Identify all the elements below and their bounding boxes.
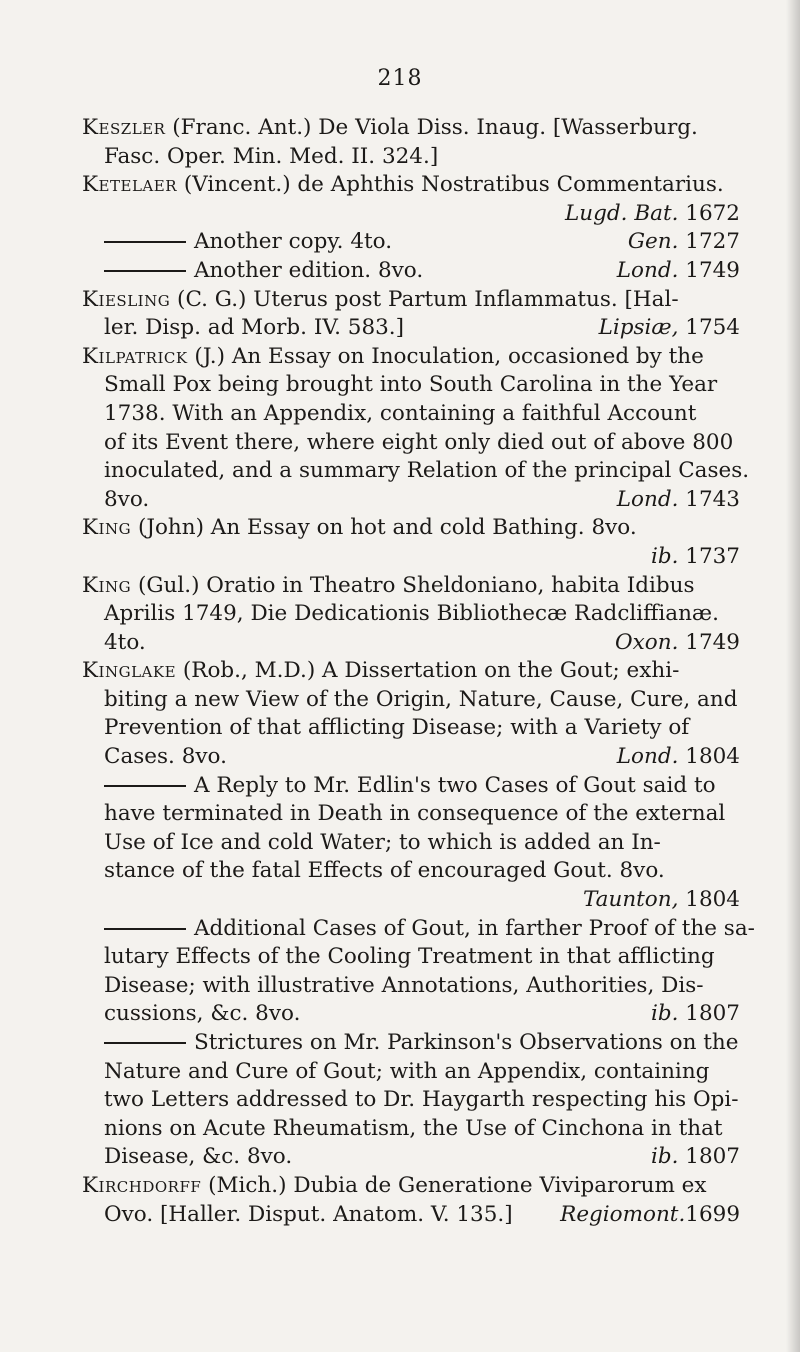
text-line	[82, 171, 740, 200]
imprint-place: Lond.	[616, 257, 679, 283]
entry-text: Additional Cases of Gout, in farther Proof of the sa-	[194, 915, 755, 941]
imprint-place: Gen.	[627, 229, 679, 255]
line-main	[82, 572, 695, 601]
text-line	[82, 257, 740, 286]
line-main	[82, 772, 716, 801]
text-line	[82, 1029, 740, 1058]
entry-text: nions on Acute Rheumatism, the Use of Cinchona in that	[104, 1115, 723, 1141]
ditto-dash	[104, 785, 186, 787]
text-line	[82, 1058, 740, 1087]
imprint-place: ib.	[650, 1001, 679, 1027]
text-line	[82, 972, 740, 1001]
text-line	[82, 400, 740, 429]
author-name: Ketelaer	[82, 172, 178, 198]
ditto-dash	[104, 241, 186, 243]
line-main	[82, 1058, 709, 1087]
line-main	[82, 743, 227, 772]
author-name: Keszler	[82, 115, 166, 140]
text-line	[82, 114, 740, 143]
page-edge-shadow	[786, 0, 800, 1352]
line-main	[82, 686, 737, 715]
text-line	[82, 228, 740, 257]
text-line	[82, 543, 740, 572]
entry-text: (C. G.) Uterus post Partum Inflammatus. [Hal-	[170, 286, 679, 312]
entry-text: A Reply to Mr. Edlin's two Cases of Gout said to	[194, 772, 716, 798]
entry-text: cussions, &c. 8vo.	[104, 1001, 301, 1027]
text-line	[82, 800, 740, 829]
entry-text: 1749	[678, 257, 740, 283]
entry-text: inoculated, and a summary Relation of the principal Cases.	[104, 458, 750, 484]
line-main	[82, 829, 661, 858]
entry-text: lutary Effects of the Cooling Treatment in that afflicting	[104, 944, 715, 970]
entry-text: two Letters addressed to Dr. Haygarth respecting his Opi-	[104, 1087, 739, 1113]
text-line	[82, 143, 740, 172]
line-main	[82, 457, 749, 486]
text-line	[82, 286, 740, 315]
text-line	[82, 743, 740, 772]
line-main	[82, 972, 704, 1001]
ditto-dash	[104, 270, 186, 272]
entry-text: 1807	[678, 1144, 740, 1170]
entry-text: Aprilis 1749, Die Dedicationis Bibliothecæ Radcliffianæ.	[104, 601, 719, 627]
line-main	[82, 1115, 723, 1144]
imprint-place: Oxon.	[615, 629, 679, 655]
entry-text: 1743	[678, 486, 740, 512]
line-main	[82, 943, 715, 972]
line-main	[82, 629, 146, 658]
imprint-place: Taunton,	[582, 887, 679, 913]
text-line	[82, 943, 740, 972]
line-main	[651, 543, 740, 572]
entry-text: have terminated in Death in consequence of the external	[104, 801, 726, 827]
imprint	[560, 1201, 740, 1230]
ditto-dash	[104, 928, 186, 930]
line-main	[82, 600, 719, 629]
author-name: Kiesling	[82, 286, 171, 312]
entry-text: 1804	[678, 887, 740, 913]
imprint-place: ib.	[650, 543, 679, 569]
line-main	[82, 1000, 300, 1029]
line-main	[82, 657, 679, 686]
entry-text: 4to.	[104, 629, 146, 655]
text-line	[82, 486, 740, 515]
text-line	[82, 714, 740, 743]
imprint	[628, 228, 740, 257]
imprint	[599, 314, 740, 343]
entry-text: 1738. With an Appendix, containing a faithful Account	[104, 400, 697, 426]
entry-text: (Vincent.) de Aphthis Nostratibus Commentarius.	[177, 172, 724, 198]
line-main	[82, 343, 704, 372]
entry-text: (J.) An Essay on Inoculation, occasioned by the	[187, 343, 704, 369]
entry-text: (Rob., M.D.) A Dissertation on the Gout; exhi-	[176, 658, 680, 684]
line-main	[82, 1086, 738, 1115]
imprint	[617, 257, 740, 286]
author-name: King	[82, 572, 132, 598]
entry-text: 1807	[678, 1001, 740, 1027]
text-line	[82, 600, 740, 629]
text-line	[82, 629, 740, 658]
line-main	[82, 800, 725, 829]
text-line	[82, 343, 740, 372]
text-line	[82, 1115, 740, 1144]
author-name: Kirchdorff	[82, 1172, 202, 1198]
entry-text: 8vo.	[104, 486, 150, 512]
entry-text: Small Pox being brought into South Carolina in the Year	[104, 372, 718, 398]
entry-text: 1699	[685, 1201, 740, 1227]
entry-text: stance of the fatal Effects of encouraged Gout. 8vo.	[104, 858, 665, 884]
entry-text: 1804	[678, 744, 740, 770]
imprint	[617, 743, 740, 772]
entry-text: Disease; with illustrative Annotations, Authorities, Dis-	[104, 972, 704, 998]
imprint-place: Lugd. Bat.	[565, 200, 679, 226]
text-line	[82, 200, 740, 229]
entry-text: Disease, &c. 8vo.	[104, 1144, 293, 1170]
text-line	[82, 915, 755, 944]
line-main	[82, 400, 696, 429]
line-main	[82, 429, 733, 458]
imprint-place: Regiomont.	[560, 1201, 686, 1227]
ditto-dash	[104, 1042, 186, 1044]
text-line	[82, 772, 740, 801]
text-line	[82, 572, 740, 601]
line-main	[82, 257, 423, 286]
entry-text: Strictures on Mr. Parkinson's Observations on the	[194, 1030, 739, 1055]
entry-text: 1727	[678, 229, 740, 255]
line-main	[583, 886, 740, 915]
text-line	[82, 886, 740, 915]
text-line	[82, 657, 740, 686]
imprint-place: Lond.	[616, 744, 679, 770]
entry-text: Use of Ice and cold Water; to which is added an In-	[104, 829, 661, 855]
entry-text: ler. Disp. ad Morb. IV. 583.]	[104, 315, 405, 341]
text-line	[82, 429, 740, 458]
text-line	[82, 457, 750, 486]
entry-text: of its Event there, where eight only died out of above 800	[104, 429, 734, 455]
entry-text: (Mich.) Dubia de Generatione Viviparorum ex	[201, 1172, 707, 1198]
line-main	[82, 371, 717, 400]
line-main	[82, 228, 392, 257]
entry-text: Another copy. 4to.	[194, 229, 393, 255]
line-main	[82, 114, 698, 143]
text-line	[82, 1201, 740, 1230]
text-line	[82, 371, 740, 400]
entry-text: (Gul.) Oratio in Theatro Sheldoniano, habita Idibus	[131, 572, 695, 598]
line-main	[82, 314, 404, 343]
bibliography-entries	[82, 114, 755, 1229]
text-line	[82, 1000, 740, 1029]
line-main	[82, 714, 689, 743]
entry-text: 1754	[678, 315, 740, 341]
line-main	[82, 857, 665, 886]
entry-text: 1672	[678, 200, 740, 226]
entry-text: 1749	[678, 629, 740, 655]
line-main	[82, 486, 149, 515]
entry-text: Cases. 8vo.	[104, 744, 227, 770]
line-main	[82, 171, 724, 200]
line-main	[565, 200, 740, 229]
line-main	[82, 915, 755, 944]
line-main	[82, 1201, 513, 1230]
line-main	[82, 514, 637, 543]
entry-text: Ovo. [Haller. Disput. Anatom. V. 135.]	[104, 1201, 513, 1227]
text-line	[82, 1172, 740, 1201]
line-main	[82, 1172, 707, 1201]
text-line	[82, 1086, 740, 1115]
author-name: King	[82, 515, 132, 541]
text-line	[82, 686, 740, 715]
line-main	[82, 143, 438, 172]
entry-text: Nature and Cure of Gout; with an Appendix, containing	[104, 1058, 710, 1084]
text-line	[82, 314, 740, 343]
page-number: 218	[377, 66, 423, 91]
entry-text: (Franc. Ant.) De Viola Diss. Inaug. [Wasserburg.	[165, 115, 698, 140]
imprint-place: Lipsiæ,	[598, 315, 679, 341]
entry-text: biting a new View of the Origin, Nature, Cause, Cure, and	[104, 686, 738, 712]
line-main	[82, 1029, 739, 1058]
line-main	[82, 286, 679, 315]
imprint	[651, 1143, 740, 1172]
imprint	[651, 1000, 740, 1029]
line-main	[82, 1143, 292, 1172]
imprint	[615, 629, 740, 658]
text-line	[82, 1143, 740, 1172]
text-line	[82, 857, 740, 886]
author-name: Kinglake	[82, 658, 177, 684]
author-name: Kilpatrick	[82, 343, 188, 369]
imprint-place: ib.	[650, 1144, 679, 1170]
imprint	[617, 486, 740, 515]
entry-text: (John) An Essay on hot and cold Bathing. 8vo.	[131, 515, 637, 541]
text-line	[82, 829, 740, 858]
imprint-place: Lond.	[616, 486, 679, 512]
text-line	[82, 514, 740, 543]
entry-text: Another edition. 8vo.	[194, 257, 424, 283]
entry-text: Fasc. Oper. Min. Med. II. 324.]	[104, 143, 439, 169]
entry-text: 1737	[678, 543, 740, 569]
entry-text: Prevention of that afflicting Disease; with a Variety of	[104, 715, 690, 741]
